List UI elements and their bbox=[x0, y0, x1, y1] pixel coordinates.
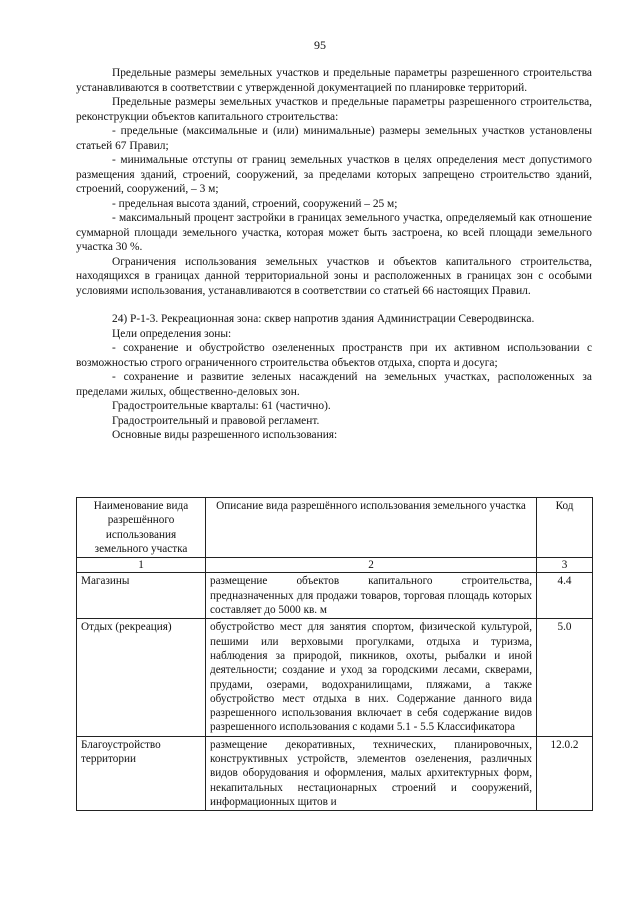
document-body bbox=[76, 66, 592, 443]
use-name: Благоустройство территории bbox=[77, 736, 206, 810]
table-row bbox=[77, 736, 593, 810]
use-code: 12.0.2 bbox=[537, 736, 593, 810]
paragraph-max-height: - предельная высота зданий, строений, сооружений – 25 м; bbox=[112, 197, 398, 210]
zone-goal-item: - сохранение и развитие зеленых насаждений на земельных участках, расположенных за пределами жилых, общественно-деловых зон. bbox=[76, 371, 592, 398]
header-code: Код bbox=[537, 498, 593, 558]
use-code: 5.0 bbox=[537, 619, 593, 736]
zone-goals-label: Цели определения зоны: bbox=[112, 327, 232, 340]
paragraph-max-coverage: - максимальный процент застройки в границах земельного участка, определяемый как отношение суммарной площади земельного участка, которая может быть застроена, ко всей площади земельного участка 30 %. bbox=[76, 212, 592, 253]
use-name: Магазины bbox=[77, 573, 206, 619]
paragraph-plot-sizes: - предельные (максимальные и (или) минимальные) размеры земельных участков установлены статьей 67 Правил; bbox=[76, 125, 592, 152]
urban-blocks: Градостроительные кварталы: 61 (частично). bbox=[112, 400, 331, 412]
paragraph-limit-params-intro: Предельные размеры земельных участков и предельные параметры разрешенного строительства, реконструкции объектов капитального строительства: bbox=[76, 96, 592, 123]
column-number: 1 bbox=[77, 558, 206, 573]
column-number: 2 bbox=[206, 558, 537, 573]
regulation-label: Градостроительный и правовой регламент. bbox=[112, 414, 320, 427]
header-use-description: Описание вида разрешённого использования земельного участка bbox=[206, 498, 537, 558]
zone-heading: 24) Р-1-3. Рекреационная зона: сквер напротив здания Администрации Северодвинска. bbox=[112, 313, 535, 325]
table-numbering-row bbox=[77, 558, 593, 573]
use-description: обустройство мест для занятия спортом, физической культурой, пешими или верховыми прогулками, отдыха и туризма, наблюдения за природой, пикников, охоты, рыбалки и иной деятельности; создание и уход за городскими лесами, скверами, прудами, озерами, водохранилищами, пляжами, а также обустройство мест отдыха в них. Содержание данного вида разрешенного использования включает в себя содержание видов разрешенного использования с кодами 5.1 - 5.5 Классификатора bbox=[206, 619, 537, 736]
column-number: 3 bbox=[537, 558, 593, 573]
main-uses-label: Основные виды разрешенного использования: bbox=[112, 429, 338, 441]
table-header-row bbox=[77, 498, 593, 558]
paragraph-restrictions: Ограничения использования земельных участков и объектов капитального строительства, находящихся в границах данной территориальной зоны и расположенных в границах зон с особыми условиями использования, устанавливаются в соответствии со статьей 66 настоящих Правил. bbox=[76, 255, 592, 297]
use-code: 4.4 bbox=[537, 573, 593, 619]
table-row bbox=[77, 573, 593, 619]
permitted-uses-table bbox=[76, 497, 593, 811]
header-use-name: Наименование вида разрешённого использования земельного участка bbox=[77, 498, 206, 558]
use-description: размещение декоративных, технических, планировочных, конструктивных устройств, элементов озеленения, различных видов оборудования и оформления, малых архитектурных форм, некапитальных нестационарных строений и сооружений, информационных щитов и bbox=[206, 736, 537, 810]
zone-goal-item: - сохранение и обустройство озелененных пространств при их активном использовании с возможностью строго ограниченного строительства объектов отдыха, спорта и досуга; bbox=[76, 342, 592, 369]
paragraph-limit-sizes: Предельные размеры земельных участков и предельные параметры разрешенного строительства устанавливаются в соответствии с утвержденной документацией по планировке территорий. bbox=[76, 67, 592, 94]
paragraph-min-setbacks: - минимальные отступы от границ земельных участков в целях определения мест допустимого размещения зданий, строений, сооружений, за пределами которых запрещено строительство зданий, строений, сооружений, – 3 м; bbox=[76, 154, 592, 195]
page-number: 95 bbox=[314, 38, 326, 52]
table-row bbox=[77, 619, 593, 736]
use-description: размещение объектов капитального строительства, предназначенных для продажи товаров, торговая площадь которых составляет до 5000 кв. м bbox=[206, 573, 537, 619]
use-name: Отдых (рекреация) bbox=[77, 619, 206, 736]
